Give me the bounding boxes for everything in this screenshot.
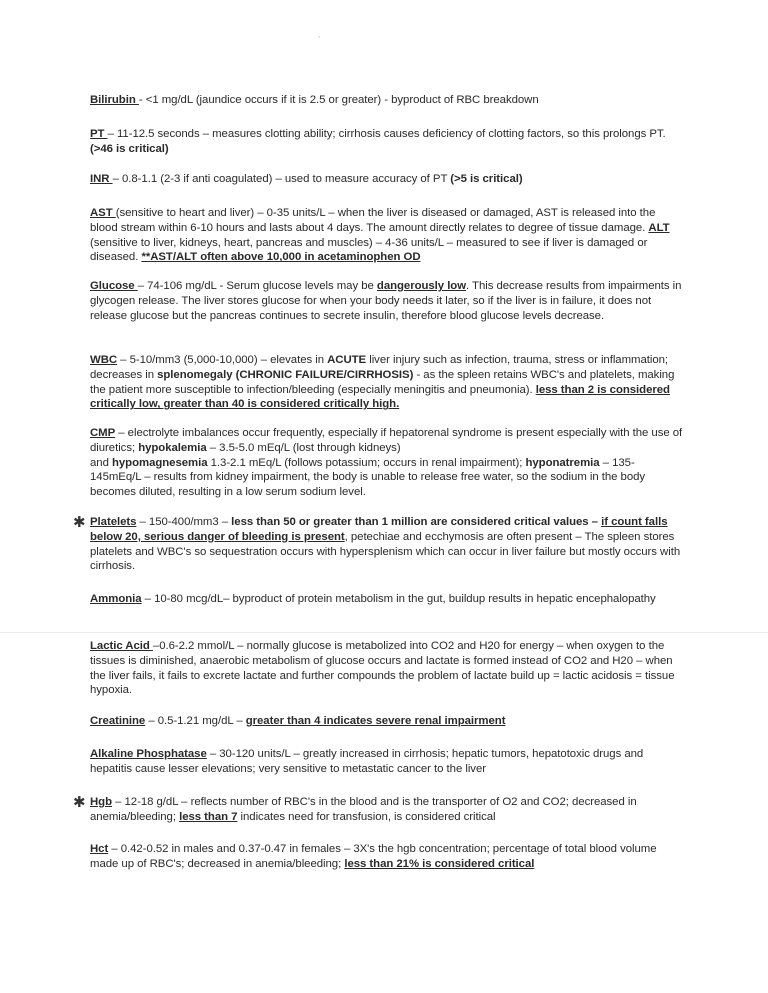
entry-hgb xyxy=(90,795,685,825)
body-text: – 3.5-5.0 mEq/L (lost through kidneys) xyxy=(206,441,401,454)
emphasized-text: Glucose xyxy=(90,280,138,292)
entry-inr xyxy=(90,172,685,187)
body-text: – 10-80 mcg/dL– byproduct of protein metabolism in the gut, buildup results in hepatic encephalopathy xyxy=(141,593,656,605)
bold-text: (>46 is critical) xyxy=(90,142,169,155)
body-text: (sensitive to heart and liver) – 0-35 units/L – when the liver is diseased or damaged, AST is released into the blood stream within 6-10 hours and lasts about 4 days. The amount directly relates to degree of tissue damage. xyxy=(90,207,656,234)
entry-lactic-acid xyxy=(90,639,685,698)
entry-hct xyxy=(90,842,685,872)
entry-alkaline-phosphatase xyxy=(90,747,685,777)
emphasized-text: Lactic Acid xyxy=(90,640,153,652)
body-text: – 0.8-1.1 (2-3 if anti coagulated) – used to measure accuracy of PT xyxy=(112,173,451,185)
emphasized-text: ALT xyxy=(648,221,670,234)
emphasized-text: AST xyxy=(90,207,116,219)
body-text: – 0.42-0.52 in males and 0.37-0.47 in females – 3X's the hgb concentration; percentage of total blood volume made up of RBC's; decreased in anemia/bleeding; xyxy=(90,843,657,870)
emphasized-text: WBC xyxy=(90,354,118,366)
emphasized-text: Platelets xyxy=(90,516,137,528)
emphasized-text: Bilirubin xyxy=(90,94,139,106)
entry-ast-alt xyxy=(90,206,685,265)
entry-creatinine xyxy=(90,714,685,729)
body-text: – 74-106 mg/dL - Serum glucose levels may be xyxy=(137,280,377,292)
body-text: , petechiae and ecchymosis are often present – The spleen stores platelets and WBC's so sequestration occurs with hypersplenism which can occur in liver failure but mostly occurs with cirrhosis. xyxy=(90,530,681,573)
handwritten-star-mark: ✱ xyxy=(73,793,86,811)
entry-pt xyxy=(90,127,685,157)
emphasized-text: PT xyxy=(90,128,108,140)
emphasized-text: less than 2 is considered critically low, greater than 40 is considered critically high. xyxy=(90,383,670,411)
emphasized-text: CMP xyxy=(90,427,116,439)
body-text: – 30-120 units/L – greatly increased in cirrhosis; hepatic tumors, hepatotoxic drugs and hepatitis cause lesser elevations; very sensitive to metastatic cancer to the liver xyxy=(90,748,644,775)
handwritten-star-mark: ✱ xyxy=(73,513,86,531)
emphasized-text: Ammonia xyxy=(90,593,142,605)
emphasized-text: Hct xyxy=(90,843,109,855)
entry-platelets xyxy=(90,515,685,574)
body-text: indicates need for transfusion, is considered critical xyxy=(237,810,496,823)
body-text: – 0.5-1.21 mg/dL – xyxy=(145,715,246,727)
emphasized-text: dangerously low xyxy=(376,280,467,292)
body-text: and xyxy=(90,456,112,469)
bold-text: less than 50 or greater than 1 million are considered critical values – xyxy=(231,516,602,528)
emphasized-text: INR xyxy=(90,173,113,185)
body-text: – 150-400/mm3 – xyxy=(136,516,232,528)
body-text: liver injury such as infection, trauma, stress or inflammation; decreases in xyxy=(90,354,669,381)
body-text: –0.6-2.2 mmol/L – normally glucose is metabolized into CO2 and H20 for energy – when oxygen to the tissues is diminished, anaerobic metabolism of glucose occurs and lactate is formed instead of CO2 and H20 – when the liver fails, it fails to excrete lactate and further compounds the problem of lactate build up = lactic acidosis = tissue hypoxia. xyxy=(90,640,675,697)
body-text: 1.3-2.1 mEq/L (follows potassium; occurs in renal impairment); xyxy=(207,456,526,469)
emphasized-text: **AST/ALT often above 10,000 in acetaminophen OD xyxy=(141,251,421,264)
bold-text: ACUTE xyxy=(327,354,367,366)
body-text: (sensitive to liver, kidneys, heart, pancreas and muscles) – 4-36 units/L – measured to see if liver is damaged or diseased. xyxy=(90,236,648,264)
emphasized-text: less than 7 xyxy=(179,810,238,823)
emphasized-text: if count falls below 20, serious danger of bleeding is present xyxy=(90,516,668,543)
entry-glucose xyxy=(90,279,685,323)
bold-text: hypomagnesemia xyxy=(111,456,208,469)
scan-speck xyxy=(318,36,320,38)
bold-text: splenomegaly (CHRONIC FAILURE/CIRRHOSIS) xyxy=(157,368,414,381)
body-text: – 11-12.5 seconds – measures clotting ability; cirrhosis causes deficiency of clotting factors, so this prolongs PT. xyxy=(107,128,666,140)
entry-cmp xyxy=(90,426,685,500)
body-text: – 5-10/mm3 (5,000-10,000) – elevates in xyxy=(117,354,328,366)
body-text: . This decrease results from impairments in glycogen release. The liver stores glucose for when your body needs it later, so if the liver is in failure, it does not release glucose but the pancreas continues to secrete insulin, therefore blood glucose levels decrease. xyxy=(90,280,682,322)
body-text: - as the spleen retains WBC's and platelets, making the patient more susceptible to infection/bleeding (especially meningitis and pneumonia). xyxy=(90,368,675,396)
bold-text: hypokalemia xyxy=(138,441,207,454)
emphasized-text: Hgb xyxy=(90,796,112,808)
bold-text: (>5 is critical) xyxy=(450,173,523,185)
emphasized-text: less than 21% is considered critical xyxy=(344,857,535,870)
scan-line xyxy=(0,632,768,633)
entry-ammonia xyxy=(90,592,685,607)
body-text: – 12-18 g/dL – reflects number of RBC's in the blood and is the transporter of O2 and CO2; decreased in anemia/bleeding; xyxy=(90,796,637,823)
emphasized-text: greater than 4 indicates severe renal impairment xyxy=(245,715,506,727)
entry-wbc xyxy=(90,353,685,412)
entry-bilirubin xyxy=(90,93,685,108)
emphasized-text: Alkaline Phosphatase xyxy=(90,748,207,760)
body-text: – 135-145mEq/L – results from kidney impairment, the body is unable to release free water, so the sodium in the body becomes diluted, resulting in a low serum sodium level. xyxy=(90,456,646,499)
bold-text: hyponatremia xyxy=(525,456,600,469)
emphasized-text: Creatinine xyxy=(90,715,146,727)
body-text: - <1 mg/dL (jaundice occurs if it is 2.5 or greater) - byproduct of RBC breakdown xyxy=(138,94,539,106)
body-text: – electrolyte imbalances occur frequently, especially if hepatorenal syndrome is present especially with the use of diuretics; xyxy=(90,427,683,454)
